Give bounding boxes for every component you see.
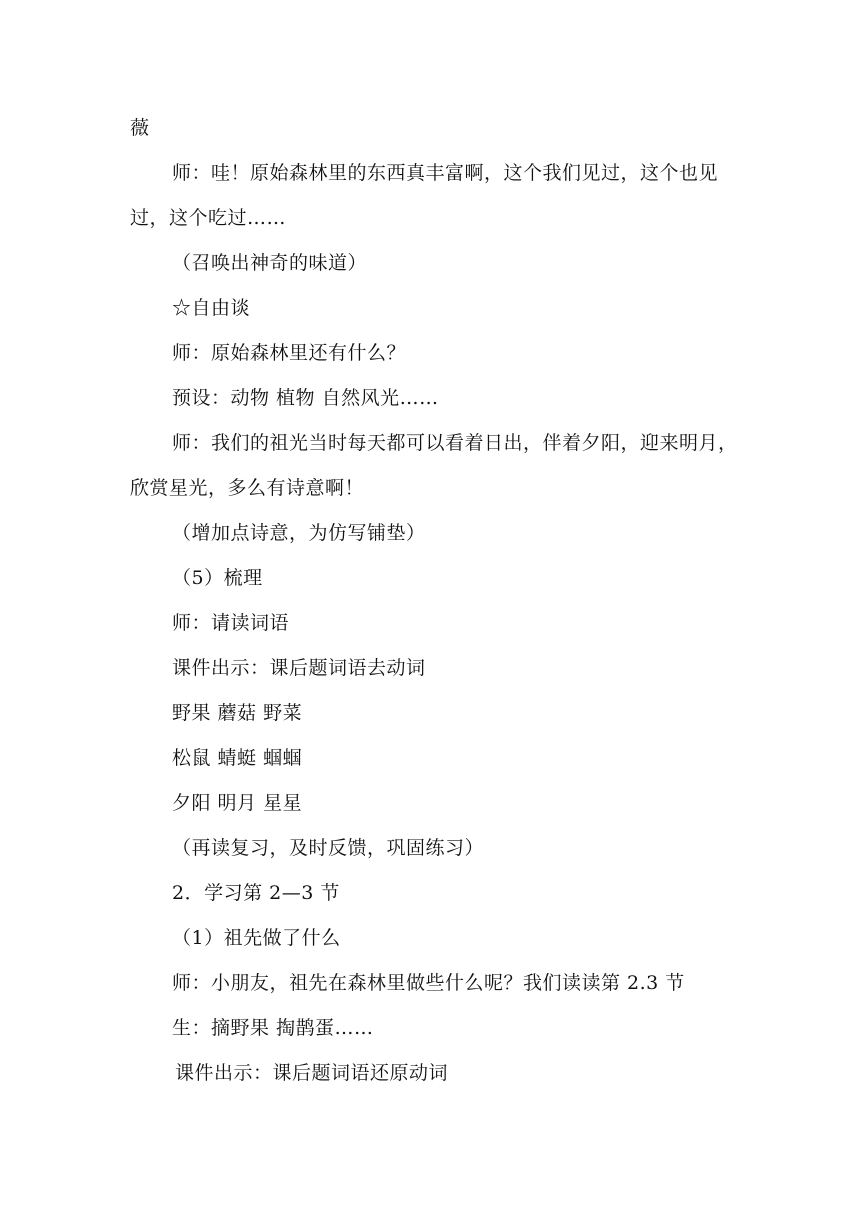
text-line: 师：我们的祖光当时每天都可以看着日出，伴着夕阳，迎来明月，: [172, 432, 738, 454]
text-line: 师：小朋友，祖先在森林里做些什么呢？我们读读第 2.3 节: [172, 972, 685, 994]
text-line: 预设：动物 植物 自然风光……: [172, 387, 439, 409]
text-line: 夕阳 明月 星星: [172, 792, 303, 814]
text-line: 薇: [130, 117, 150, 139]
text-line: （再读复习，及时反馈，巩固练习）: [172, 837, 485, 859]
text-line: 课件出示：课后题词语还原动词: [175, 1062, 449, 1084]
text-line: ☆自由谈: [172, 297, 251, 319]
text-line: 师：哇！原始森林里的东西真丰富啊，这个我们见过，这个也见: [172, 162, 719, 184]
text-line: （1）祖先做了什么: [172, 927, 341, 949]
text-line: （召唤出神奇的味道）: [172, 252, 368, 274]
text-line: 生：摘野果 掏鹊蛋……: [172, 1017, 374, 1039]
text-line: 过，这个吃过……: [130, 207, 287, 229]
text-line: 师：原始森林里还有什么？: [172, 342, 407, 364]
text-line: （5）梳理: [172, 567, 263, 589]
text-line: 2．学习第 2—3 节: [172, 882, 340, 904]
text-line: 课件出示：课后题词语去动词: [172, 657, 426, 679]
text-line: 松鼠 蜻蜓 蝈蝈: [172, 747, 303, 769]
text-line: 师：请读词语: [172, 612, 290, 634]
text-line: 欣赏星光，多么有诗意啊！: [130, 477, 365, 499]
text-line: 野果 蘑菇 野菜: [172, 702, 303, 724]
text-line: （增加点诗意，为仿写铺垫）: [172, 522, 426, 544]
